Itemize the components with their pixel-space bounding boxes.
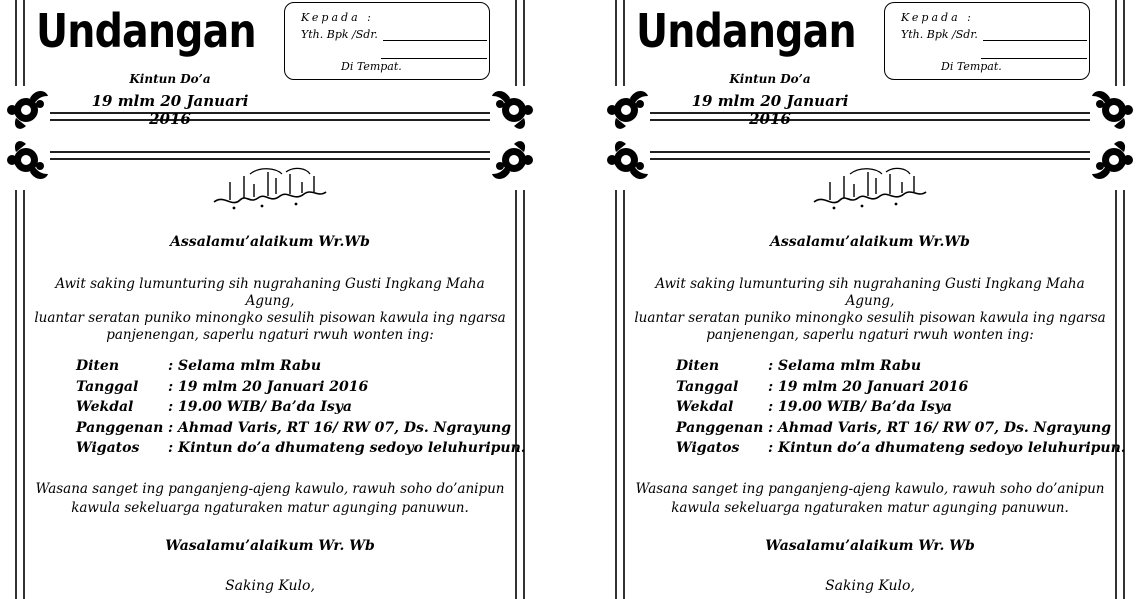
wasalam: Wasalamu’alaikum Wr. Wb [765, 538, 975, 554]
intro-line: luantar seratan puniko minongko sesulih pisowan kawula ing ngarsa [34, 310, 506, 326]
detail-row [76, 397, 516, 418]
intro-line: Awit saking lumunturing sih nugrahaning Gusti Ingkang Maha Agung, [655, 276, 1085, 309]
intro-line: panjenengan, saperlu ngaturi rwuh wonten ing: [106, 327, 434, 343]
invitation-sheet-right [600, 0, 1140, 599]
detail-label: Diten [676, 358, 720, 374]
detail-label: Tanggal [676, 378, 739, 395]
closing-paragraph [630, 480, 1110, 518]
address-tempat: Di Tempat. [341, 60, 402, 73]
signature-from: Saking Kulo, [225, 578, 315, 594]
detail-row [676, 397, 1116, 418]
closing-line: Wasana sanget ing panganjeng-ajeng kawulo, rawuh soho do’anipun [35, 481, 505, 497]
wasalam: Wasalamu’alaikum Wr. Wb [165, 538, 375, 554]
signature-from: Saking Kulo, [825, 578, 915, 594]
detail-label: Wekdal [76, 399, 134, 415]
invitation-sheet-left [0, 0, 540, 599]
intro-line: Awit saking lumunturing sih nugrahaning Gusti Ingkang Maha Agung, [55, 276, 485, 309]
address-blank-line [381, 58, 487, 59]
closing-line: kawula sekeluarga ngaturaken matur agunging panuwun. [671, 500, 1069, 516]
intro-paragraph [630, 276, 1110, 344]
detail-row [676, 418, 1116, 439]
address-tempat: Di Tempat. [941, 60, 1002, 73]
address-blank-line [383, 40, 487, 41]
detail-row [76, 356, 516, 377]
invitation-title: Undangan [36, 4, 256, 58]
invitation-title: Undangan [636, 4, 856, 58]
intro-line: luantar seratan puniko minongko sesulih pisowan kawula ing ngarsa [634, 310, 1106, 326]
detail-row [76, 438, 526, 459]
event-name: Kintun Do’a [129, 72, 211, 86]
detail-row [76, 377, 516, 398]
detail-label: Wekdal [676, 399, 734, 415]
intro-paragraph [30, 276, 510, 344]
detail-row [676, 438, 1126, 459]
detail-value: : Selama mlm Rabu [168, 358, 322, 374]
detail-value: : 19.00 WIB/ Ba’da Isya [168, 399, 352, 415]
greeting: Assalamu’alaikum Wr.Wb [770, 234, 970, 250]
detail-label: Wigatos [676, 440, 740, 456]
closing-line: kawula sekeluarga ngaturaken matur agunging panuwun. [71, 500, 469, 516]
detail-value: : Kintun do’a dhumateng sedoyo leluhuripun. [768, 440, 1126, 456]
detail-value: : Ahmad Varis, RT 16/ RW 07, Ds. Ngrayung [768, 419, 1111, 436]
address-box [284, 2, 490, 80]
detail-row [76, 418, 516, 439]
event-date: 19 mlm 20 Januari 2016 [91, 92, 249, 128]
detail-value: : 19 mlm 20 Januari 2016 [768, 378, 969, 395]
address-recipient-label: Yth. Bpk /Sdr. [301, 28, 378, 41]
address-recipient-label: Yth. Bpk /Sdr. [901, 28, 978, 41]
event-date: 19 mlm 20 Januari 2016 [691, 92, 849, 128]
closing-line: Wasana sanget ing panganjeng-ajeng kawulo, rawuh soho do’anipun [635, 481, 1105, 497]
address-box [884, 2, 1090, 80]
detail-value: : 19.00 WIB/ Ba’da Isya [768, 399, 952, 415]
intro-line: panjenengan, saperlu ngaturi rwuh wonten ing: [706, 327, 1034, 343]
detail-label: Panggenan [676, 419, 764, 436]
event-details [676, 356, 1126, 459]
closing-paragraph [30, 480, 510, 518]
event-name: Kintun Do’a [729, 72, 811, 86]
address-kepada: Kepada : [301, 11, 374, 24]
detail-row [676, 356, 1116, 377]
event-details [76, 356, 526, 459]
detail-label: Diten [76, 358, 120, 374]
detail-value: : Selama mlm Rabu [768, 358, 922, 374]
greeting: Assalamu’alaikum Wr.Wb [170, 234, 370, 250]
detail-value: : 19 mlm 20 Januari 2016 [168, 378, 369, 395]
detail-label: Wigatos [76, 440, 140, 456]
detail-value: : Ahmad Varis, RT 16/ RW 07, Ds. Ngrayung [168, 419, 511, 436]
detail-label: Tanggal [76, 378, 139, 395]
address-blank-line [983, 40, 1087, 41]
detail-label: Panggenan [76, 419, 164, 436]
address-blank-line [981, 58, 1087, 59]
bismillah-calligraphy-icon [210, 164, 330, 214]
address-kepada: Kepada : [901, 11, 974, 24]
bismillah-calligraphy-icon [810, 164, 930, 214]
detail-value: : Kintun do’a dhumateng sedoyo leluhuripun. [168, 440, 526, 456]
detail-row [676, 377, 1116, 398]
